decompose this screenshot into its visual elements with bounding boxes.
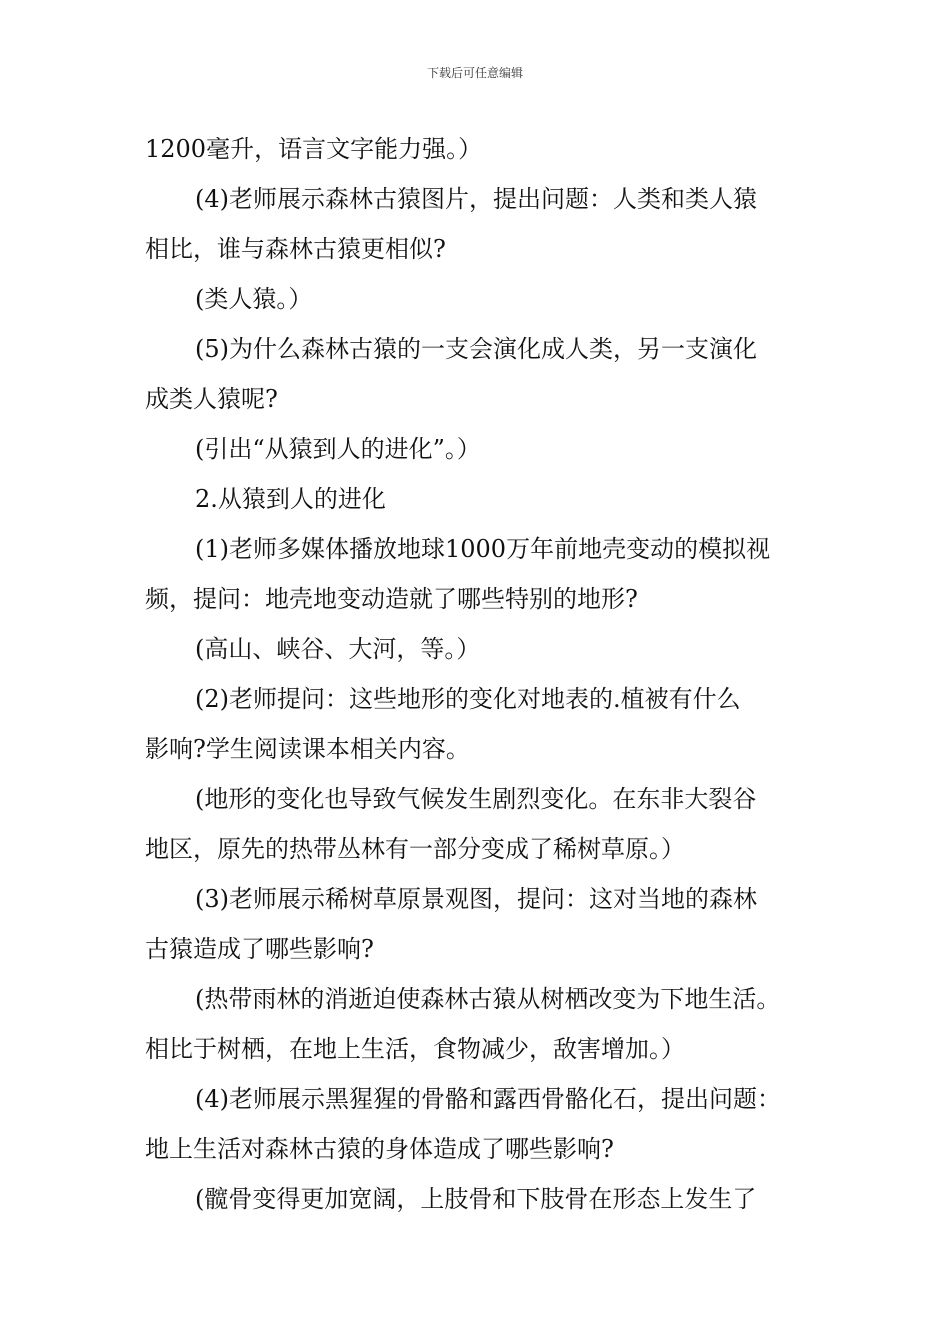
text-line: (引出“从猿到人的进化”。） <box>195 435 481 463</box>
text-line: 相比，谁与森林古猿更相似? <box>145 235 446 263</box>
section-heading: 2.从猿到人的进化 <box>195 485 386 513</box>
text-line: 地区，原先的热带丛林有一部分变成了稀树草原。） <box>145 835 685 863</box>
text-line: (4)老师展示森林古猿图片，提出问题：人类和类人猿 <box>195 185 757 213</box>
text-line: (1)老师多媒体播放地球1000万年前地壳变动的模拟视 <box>195 535 771 563</box>
text-line: (4)老师展示黑猩猩的骨骼和露西骨骼化石，提出问题： <box>195 1085 781 1113</box>
text-line: 地上生活对森林古猿的身体造成了哪些影响? <box>145 1135 614 1163</box>
text-line: 1200毫升，语言文字能力强。） <box>145 135 483 163</box>
page-header: 下载后可任意编辑 <box>426 66 523 80</box>
text-line: 影响?学生阅读课本相关内容。 <box>145 735 470 763</box>
text-line: (类人猿。） <box>195 285 313 313</box>
text-line: 频，提问：地壳地变动造就了哪些特别的地形? <box>145 585 638 613</box>
text-line: (高山、峡谷、大河，等。） <box>195 635 481 663</box>
text-line: 古猿造成了哪些影响? <box>145 935 374 963</box>
text-line: (2)老师提问：这些地形的变化对地表的.植被有什么 <box>195 685 741 713</box>
text-line: (5)为什么森林古猿的一支会演化成人类，另一支演化 <box>195 335 757 363</box>
text-line: (3)老师展示稀树草原景观图，提问：这对当地的森林 <box>195 885 757 913</box>
text-line: (热带雨林的消逝迫使森林古猿从树栖改变为下地生活。 <box>195 985 781 1013</box>
text-line: 成类人猿呢? <box>145 385 278 413</box>
text-line: (地形的变化也导致气候发生剧烈变化。在东非大裂谷 <box>195 785 757 813</box>
text-line: (髋骨变得更加宽阔，上肢骨和下肢骨在形态上发生了 <box>195 1185 757 1213</box>
text-line: 相比于树栖，在地上生活，食物减少，敌害增加。） <box>145 1035 685 1063</box>
document-body <box>145 124 835 1224</box>
